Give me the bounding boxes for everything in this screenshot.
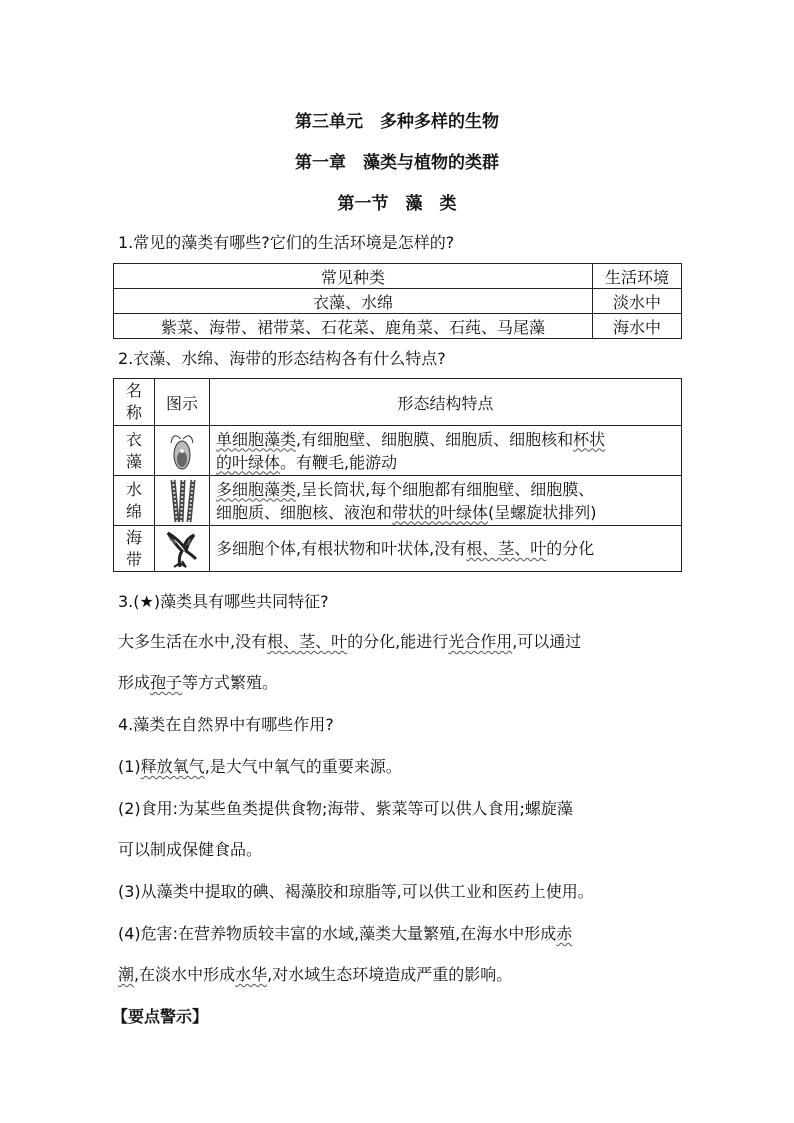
feature-text: 的分化	[546, 539, 595, 558]
kelp-icon	[164, 529, 200, 569]
feature-keyword: 的叶绿体	[216, 452, 281, 472]
unit-title: 第三单元 多种多样的生物	[295, 112, 499, 132]
answer-text: ,是大气中氧气的重要来源。	[204, 757, 402, 776]
answer-text: (1)	[118, 757, 141, 776]
answer-keyword: 孢子	[150, 673, 183, 692]
table-row	[114, 476, 682, 526]
habitat-cell: 海水中	[593, 314, 682, 339]
feature-text: ,呈长筒状,每个细胞都有细胞壁、细胞膜、	[296, 479, 595, 499]
organism-name	[114, 426, 155, 476]
habitat-table	[113, 263, 682, 339]
feature-text: (呈螺旋状排列)	[488, 502, 597, 522]
figure-cell	[155, 526, 210, 572]
answer-keyword: 释放氧气	[140, 757, 205, 776]
header-name-char-2: 称	[125, 403, 142, 422]
header-habitat: 生活环境	[593, 264, 682, 289]
organism-name	[114, 526, 155, 572]
spirogyra-icon	[165, 478, 199, 524]
figure-cell	[155, 476, 210, 526]
feature-cell	[210, 526, 682, 572]
answer-text: 的分化,能进行	[347, 632, 449, 651]
feature-cell	[210, 476, 682, 526]
answer-3-line-1	[118, 629, 581, 652]
answer-text: 大多生活在水中,没有	[118, 632, 268, 651]
answer-4-item-1	[118, 754, 402, 777]
section-title: 第一节 藻 类	[337, 194, 457, 214]
answer-keyword: 赤	[556, 924, 573, 943]
header-feature: 形态结构特点	[210, 379, 682, 426]
feature-text: 。有鞭毛,能游动	[280, 452, 398, 472]
feature-keyword: 带状的叶绿体	[392, 502, 489, 522]
species-cell: 紫菜、海带、裙带菜、石花菜、鹿角菜、石莼、马尾藻	[114, 314, 593, 339]
answer-keyword: 根、茎、叶	[267, 632, 348, 651]
habitat-cell: 淡水中	[593, 289, 682, 314]
species-cell: 衣藻、水绵	[114, 289, 593, 314]
organism-name-char-2: 藻	[125, 451, 142, 471]
answer-keyword: 水华	[235, 965, 268, 984]
answer-keyword: 潮	[118, 965, 135, 984]
answer-4-item-3: (3)从藻类中提取的碘、褐藻胶和琼脂等,可以供工业和医药上使用。	[118, 882, 594, 901]
header-name-char-1: 名	[125, 381, 142, 400]
table-row	[114, 526, 682, 572]
answer-text: ,在淡水中形成	[134, 965, 236, 984]
answer-text: (4)危害:在营养物质较丰富的水域,藻类大量繁殖,在海水中形成	[118, 924, 557, 943]
answer-text: ,对水域生态环境造成严重的影响。	[267, 965, 513, 984]
answer-4-item-2-line-2: 可以制成保健食品。	[118, 840, 263, 859]
key-points-heading: 【要点警示】	[112, 1007, 209, 1026]
question-4: 4.藻类在自然界中有哪些作用?	[118, 715, 334, 734]
table-header-row	[114, 264, 682, 289]
feature-text: 细胞质、细胞核、液泡和	[216, 502, 393, 522]
question-2: 2.衣藻、水绵、海带的形态结构各有什么特点?	[118, 349, 446, 368]
table-row	[114, 289, 682, 314]
answer-3-line-2	[118, 670, 278, 693]
organism-name-char-1: 衣	[125, 429, 142, 449]
feature-cell	[210, 426, 682, 476]
question-1: 1.常见的藻类有哪些?它们的生活环境是怎样的?	[118, 233, 455, 252]
feature-text: ,有细胞壁、细胞膜、细胞质、细胞核和	[296, 429, 574, 449]
feature-keyword: 根、茎、叶	[466, 539, 547, 558]
chapter-title: 第一章 藻类与植物的类群	[295, 153, 499, 173]
answer-text: 等方式繁殖。	[182, 673, 279, 692]
organism-name	[114, 476, 155, 526]
table-header-row	[114, 379, 682, 426]
chlamydomonas-icon	[167, 429, 197, 473]
figure-cell	[155, 426, 210, 476]
answer-4-item-2-line-1: (2)食用:为某些鱼类提供食物;海带、紫菜等可以供人食用;螺旋藻	[118, 799, 573, 818]
organism-name-char-2: 绵	[125, 501, 142, 521]
header-species: 常见种类	[114, 264, 593, 289]
answer-4-item-4-line-2	[118, 962, 512, 985]
feature-keyword: 多细胞藻类	[216, 479, 297, 499]
header-figure: 图示	[155, 379, 210, 426]
answer-text: 形成	[118, 673, 151, 692]
structure-table	[113, 378, 682, 572]
table-row	[114, 426, 682, 476]
organism-name-char-1: 水	[125, 479, 142, 499]
feature-keyword: 单细胞藻类	[216, 429, 297, 449]
organism-name-char-2: 带	[125, 549, 142, 569]
organism-name-char-1: 海	[125, 527, 142, 547]
question-3: 3.(★)藻类具有哪些共同特征?	[118, 592, 329, 611]
answer-4-item-4-line-1	[118, 921, 572, 944]
header-name	[114, 379, 155, 426]
answer-text: ,可以通过	[512, 632, 582, 651]
answer-keyword: 光合作用	[448, 632, 513, 651]
feature-keyword: 杯状	[573, 429, 606, 449]
table-row	[114, 314, 682, 339]
feature-text: 多细胞个体,有根状物和叶状体,没有	[216, 539, 467, 558]
